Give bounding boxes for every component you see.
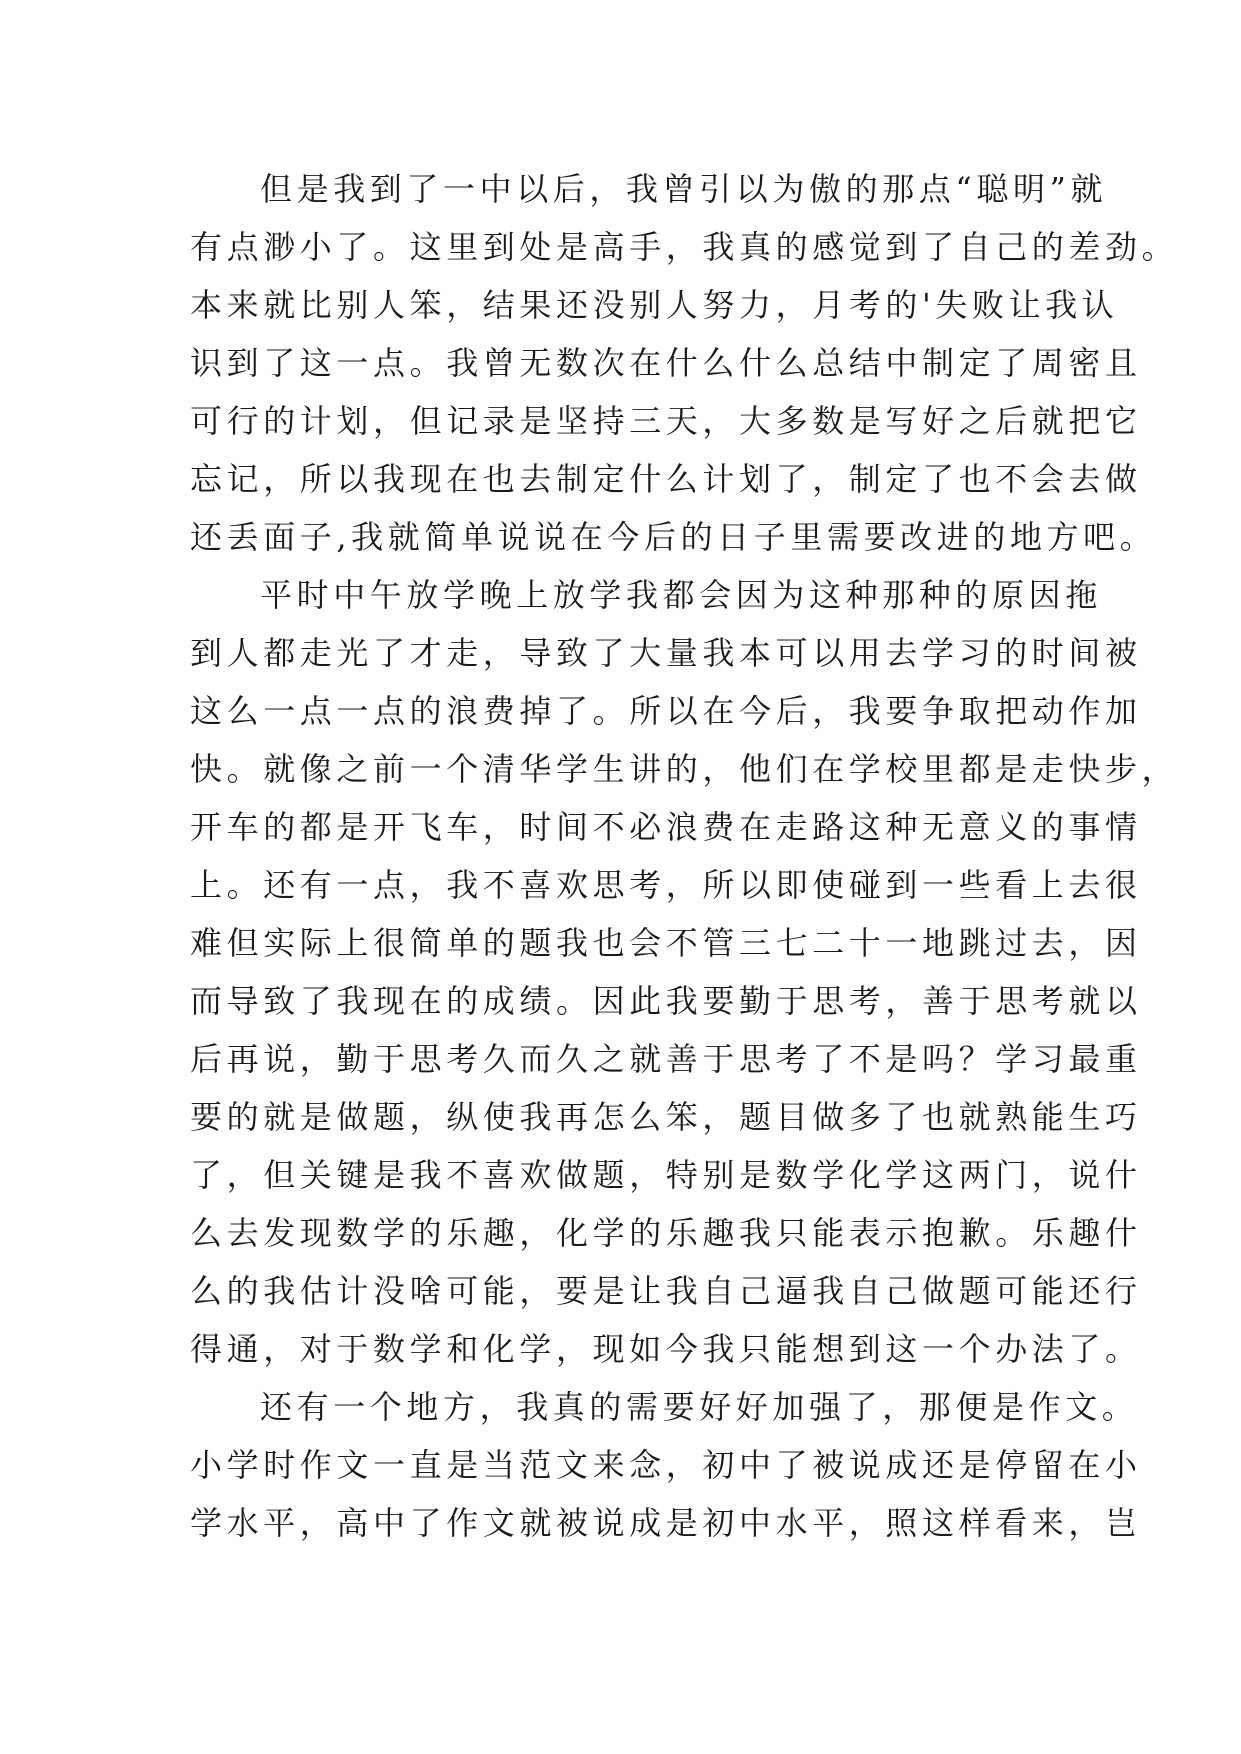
text-line: 难但实际上很简单的题我也会不管三七二十一地跳过去，因 [190, 924, 1142, 962]
paragraph [190, 566, 1179, 1378]
text-line: 要的就是做题，纵使我再怎么笨，题目做多了也就熟能生巧 [190, 1098, 1142, 1136]
text-line: 学水平，高中了作文就被说成是初中水平，照这样看来，岂 [190, 1504, 1142, 1542]
text-line: 上。还有一点，我不喜欢思考，所以即使碰到一些看上去很 [190, 866, 1142, 904]
text-line: 小学时作文一直是当范文来念，初中了被说成还是停留在小 [190, 1446, 1142, 1484]
text-line: 么的我估计没啥可能，要是让我自己逼我自己做题可能还行 [190, 1272, 1142, 1310]
text-line: 可行的计划，但记录是坚持三天，大多数是写好之后就把它 [190, 402, 1142, 440]
text-line: 开车的都是开飞车，时间不必浪费在走路这种无意义的事情 [190, 808, 1142, 846]
text-line: 后再说，勤于思考久而久之就善于思考了不是吗？学习最重 [190, 1040, 1142, 1078]
text-line: 而导致了我现在的成绩。因此我要勤于思考，善于思考就以 [190, 982, 1142, 1020]
text-line: 到人都走光了才走，导致了大量我本可以用去学习的时间被 [190, 634, 1142, 672]
text-line: 得通，对于数学和化学，现如今我只能想到这一个办法了。 [190, 1330, 1142, 1368]
text-line: 本来就比别人笨，结果还没别人努力，月考的'失败让我认 [190, 286, 1119, 324]
text-line: 还丢面子,我就简单说说在今后的日子里需要改进的地方吧。 [190, 518, 1157, 556]
text-line: 还有一个地方，我真的需要好好加强了，那便是作文。 [260, 1388, 1139, 1426]
body-text [190, 160, 1179, 1552]
text-line: 这么一点一点的浪费掉了。所以在今后，我要争取把动作加 [190, 692, 1142, 730]
text-line: 平时中午放学晚上放学我都会因为这种那种的原因拖 [260, 576, 1102, 614]
text-line: 但是我到了一中以后，我曾引以为傲的那点“聪明”就 [260, 170, 1108, 208]
text-line: 了，但关键是我不喜欢做题，特别是数学化学这两门，说什 [190, 1156, 1142, 1194]
text-line: 么去发现数学的乐趣，化学的乐趣我只能表示抱歉。乐趣什 [190, 1214, 1142, 1252]
text-line: 忘记，所以我现在也去制定什么计划了，制定了也不会去做 [190, 460, 1142, 498]
paragraph [190, 160, 1179, 566]
paragraph [190, 1378, 1142, 1552]
text-line: 识到了这一点。我曾无数次在什么什么总结中制定了周密且 [190, 344, 1142, 382]
text-line: 有点渺小了。这里到处是高手，我真的感觉到了自己的差劲。 [190, 228, 1179, 266]
text-line: 快。就像之前一个清华学生讲的，他们在学校里都是走快步， [190, 750, 1179, 788]
